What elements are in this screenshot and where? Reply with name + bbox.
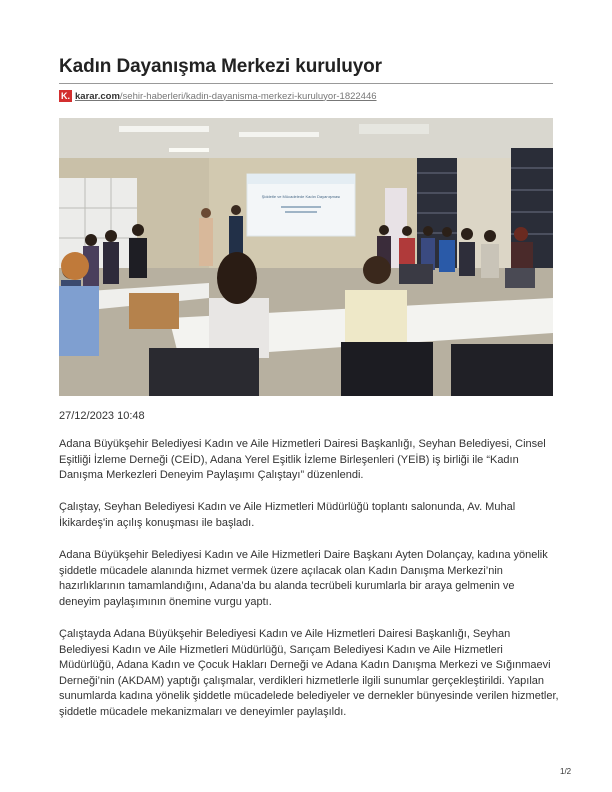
article-date: 27/12/2023 10:48 bbox=[59, 410, 145, 422]
article-paragraph: Adana Büyükşehir Belediyesi Kadın ve Aile Hizmetleri Dairesi Başkanlığı, Seyhan Belediyesi, Cinsel Eşitliği İzleme Derneği (CEİD), Adana Yerel Eşitlik İzleme Birleşenleri (YEİB) iş birliği ile “Kadın Danışma Merkezleri Deneyim Paylaşımı Çalıştayı” düzenlendi. bbox=[59, 438, 546, 482]
article-paragraph: Çalıştayda Adana Büyükşehir Belediyesi Kadın ve Aile Hizmetleri Dairesi Başkanlığı, Seyhan Belediyesi Kadın ve Aile Hizmetleri Müdürlüğü, Sarıçam Belediyesi Kadın ve Aile Hizmetleri Müdürlüğü, Adana Kadın ve Çocuk Hakları Derneği ve Adana Kadın Danışma Merkezi ve Sığınmaevi Derneği’nin (AKDAM) yaptığı çalışmalar, verdikleri hizmetlerle ilgili sunumlar gerçekleştirildi. Yapılan sunumlarda kadına yönelik şiddetle mücadelede belediyeler ve dernekler bünyesinde verilen hizmetler, şiddetle mücadele mekanizmaları ve deneyimler paylaşıldı. bbox=[59, 628, 559, 718]
source-line bbox=[59, 89, 377, 103]
title-divider bbox=[59, 83, 553, 84]
source-link[interactable] bbox=[75, 91, 377, 102]
article-photo bbox=[59, 118, 553, 396]
karar-logo-icon: K. bbox=[61, 91, 70, 101]
article-title: Kadın Dayanışma Merkezi kuruluyor bbox=[59, 56, 382, 77]
source-domain: karar.com bbox=[75, 90, 120, 102]
article-paragraph: Adana Büyükşehir Belediyesi Kadın ve Aile Hizmetleri Daire Başkanı Ayten Dolançay, kadına yönelik şiddetle mücadele alanında hizmet vermek üzere açılacak olan Kadın Danışma Merkezi’nin hazırlıklarının tamamlandığını, Adana’da bu alanda tecrübeli kurumlarla bir araya gelmenin ve deneyim paylaşımının önemine vurgu yaptı. bbox=[59, 549, 548, 608]
article-paragraph: Çalıştay, Seyhan Belediyesi Kadın ve Aile Hizmetleri Müdürlüğü toplantı salonunda, Av. Muhal İkikardeş'in açılış konuşması ile başladı. bbox=[59, 501, 516, 529]
page-number: 1/2 bbox=[560, 767, 572, 776]
slide-title: Şiddetle ve Mücadelede Kadın Dayanışması bbox=[261, 194, 341, 199]
source-path: /sehir-haberleri/kadin-dayanisma-merkezi-kuruluyor-1822446 bbox=[119, 90, 377, 102]
